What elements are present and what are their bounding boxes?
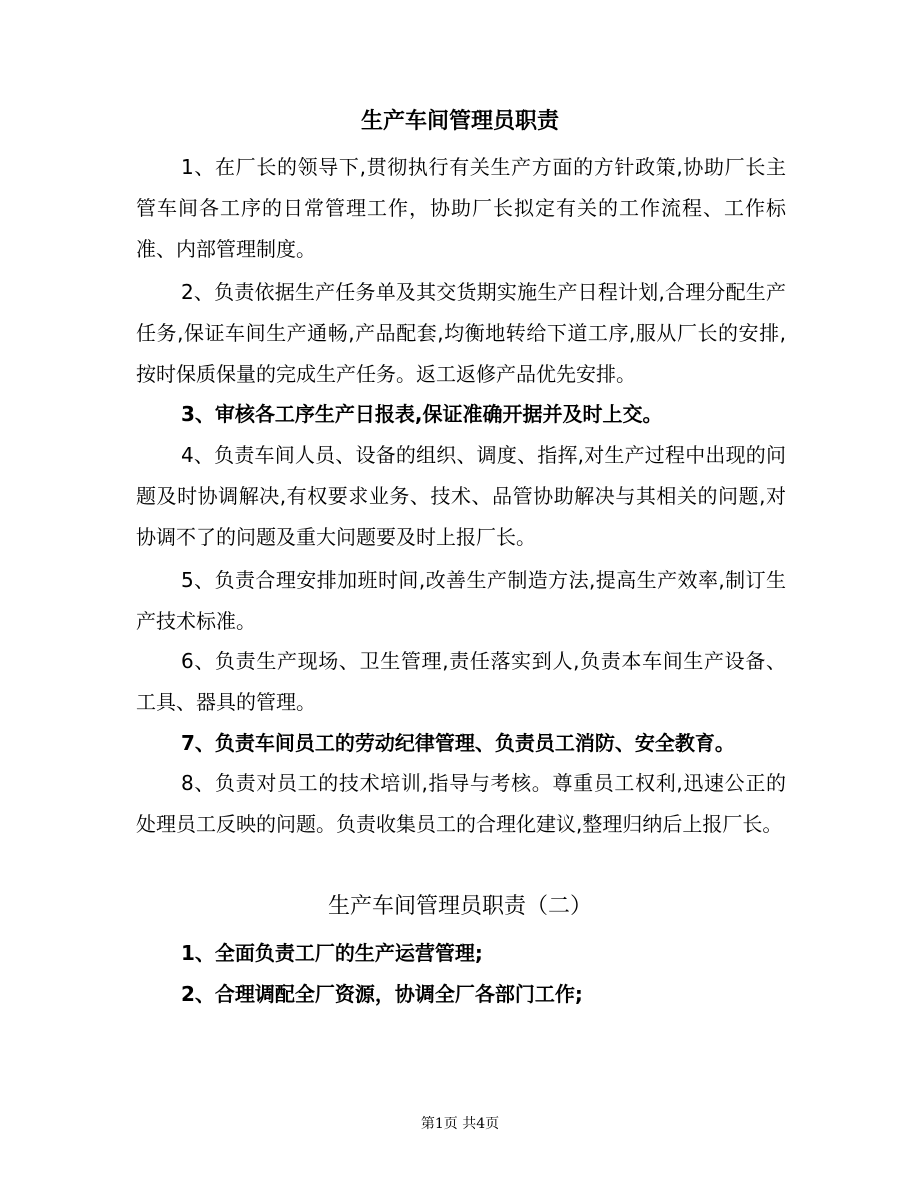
duty-item-6: 6、负责生产现场、卫生管理,责任落实到人,负责本车间生产设备、工具、器具的管理。 <box>136 649 786 714</box>
duty-item-3: 3、审核各工序生产日报表,保证准确开据并及时上交。 <box>181 402 663 426</box>
duty-item-4: 4、负责车间人员、设备的组织、调度、指挥,对生产过程中出现的问题及时协调解决,有权要求业务、技术、品管协助解决与其相关的问题,对协调不了的问题及重大问题要及时上报厂长。 <box>136 443 786 549</box>
duty-item-5: 5、负责合理安排加班时间,改善生产制造方法,提高生产效率,制订生产技术标准。 <box>136 568 786 633</box>
duty-item-1: 1、在厂长的领导下,贯彻执行有关生产方面的方针政策,协助厂长主管车间各工序的日常管理工作，协助厂长拟定有关的工作流程、工作标准、内部管理制度。 <box>136 155 786 261</box>
duty-item-2-1: 1、全面负责工厂的生产运营管理; <box>181 941 483 965</box>
duty-item-7: 7、负责车间员工的劳动纪律管理、负责员工消防、安全教育。 <box>181 731 735 755</box>
duty-item-2: 2、负责依据生产任务单及其交货期实施生产日程计划,合理分配生产任务,保证车间生产通畅,产品配套,均衡地转给下道工序,服从厂长的安排,按时保质保量的完成生产任务。返工返修产品优先安排。 <box>136 280 786 386</box>
duty-item-2-2: 2、合理调配全厂资源，协调全厂各部门工作; <box>181 982 583 1006</box>
page-footer: 第1页 共4页 <box>420 1116 500 1132</box>
section-title-2: 生产车间管理员职责（二） <box>327 894 592 919</box>
document-title: 生产车间管理员职责 <box>360 109 559 134</box>
duty-item-8: 8、负责对员工的技术培训,指导与考核。尊重员工权利,迅速公正的处理员工反映的问题。负责收集员工的合理化建议,整理归纳后上报厂长。 <box>136 771 786 836</box>
